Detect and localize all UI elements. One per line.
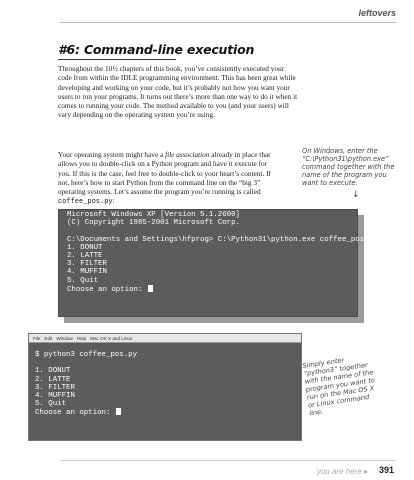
terminal-prompt: Choose an option: xyxy=(67,285,147,294)
unix-terminal-output xyxy=(29,343,301,417)
windows-annotation: On Windows, enter the “C:\Python31\python.exe” command together with the name of the program you want to execute. xyxy=(302,147,395,187)
terminal-line xyxy=(35,359,301,367)
chapter-tag: leftovers xyxy=(358,8,396,18)
text-cursor xyxy=(116,408,121,415)
terminal-line: 3. FILTER xyxy=(67,260,107,269)
terminal-line: 5. Quit xyxy=(67,276,99,285)
text-cursor xyxy=(148,285,153,292)
program-filename: coffee_pos.py xyxy=(58,198,113,207)
section-title: #6: Command-line execution xyxy=(58,42,255,57)
terminal-line: $ python3 coffee_pos.py xyxy=(35,351,138,359)
footer-label: you are here ▸ xyxy=(316,467,368,476)
terminal-prompt-line[interactable] xyxy=(67,285,357,293)
terminal-line: 5. Quit xyxy=(35,400,67,409)
unix-annotation: Simply enter “python3” together with the name of the program you want to run on the Mac OS X or Linux command line. xyxy=(302,356,376,418)
menu-item-window[interactable]: Window xyxy=(56,336,73,341)
terminal-line: (C) Copyright 1985-2001 Microsoft Corp. xyxy=(67,219,240,228)
para2-emphasis: file association xyxy=(165,150,210,159)
menu-item-help[interactable]: Help xyxy=(76,336,87,341)
terminal-line: C:\Documents and Settings\hfprog> C:\Python31\python.exe coffee_pos.py xyxy=(67,235,378,244)
terminal-prompt: Choose an option: xyxy=(35,409,115,418)
para2-text-start: Your operating system might have a xyxy=(58,150,166,159)
menu-item-file[interactable]: File xyxy=(33,336,41,341)
unix-terminal-window[interactable] xyxy=(28,333,302,441)
para2-text-end: : xyxy=(112,196,115,206)
terminal-line: 1. DONUT xyxy=(35,367,71,376)
menu-window-title: Mac OS X and Linux xyxy=(90,336,133,341)
terminal-line xyxy=(67,227,357,235)
terminal-line: 4. MUFFIN xyxy=(67,268,107,277)
arrow-down-icon: ↓ xyxy=(352,190,360,200)
windows-terminal-window[interactable] xyxy=(58,209,378,317)
file-association-paragraph xyxy=(58,150,280,208)
terminal-line: 4. MUFFIN xyxy=(35,391,75,400)
terminal-line: 2. LATTE xyxy=(67,251,103,260)
terminal-line: 3. FILTER xyxy=(35,383,75,392)
terminal-menubar xyxy=(29,334,301,343)
menu-item-edit[interactable]: Edit xyxy=(44,336,53,341)
title-underline xyxy=(58,59,176,60)
terminal-prompt-line[interactable] xyxy=(35,408,301,416)
page-number: 391 xyxy=(378,465,394,475)
terminal-line: 2. LATTE xyxy=(35,375,71,384)
para2-text-middle: already in place that allows you to double-click on a Python program and have it execute for you. If this is the case, feel free to double-click to your heart’s content. If not, here’s how to start Python from the command line on the “big 3” operating systems. Let’s assume the program you’re running is called xyxy=(58,150,271,197)
terminal-line: 1. DONUT xyxy=(67,243,103,252)
windows-terminal-output xyxy=(59,210,378,294)
header-divider xyxy=(60,22,396,23)
intro-paragraph: Throughout the 10½ chapters of this book, you’ve consistently executed your code from within the IDLE programming environment. This has been great while developing and working on your code, but it’s probably not how you want your users to run your programs. It turns out there’s more than one way to do it when it comes to running your code. The method available to you (and your users) will vary depending on the operating system you’re using. xyxy=(58,64,298,120)
terminal-line: Microsoft Windows XP [Version 5.1.2600] xyxy=(67,211,240,219)
footer-divider xyxy=(60,460,396,461)
